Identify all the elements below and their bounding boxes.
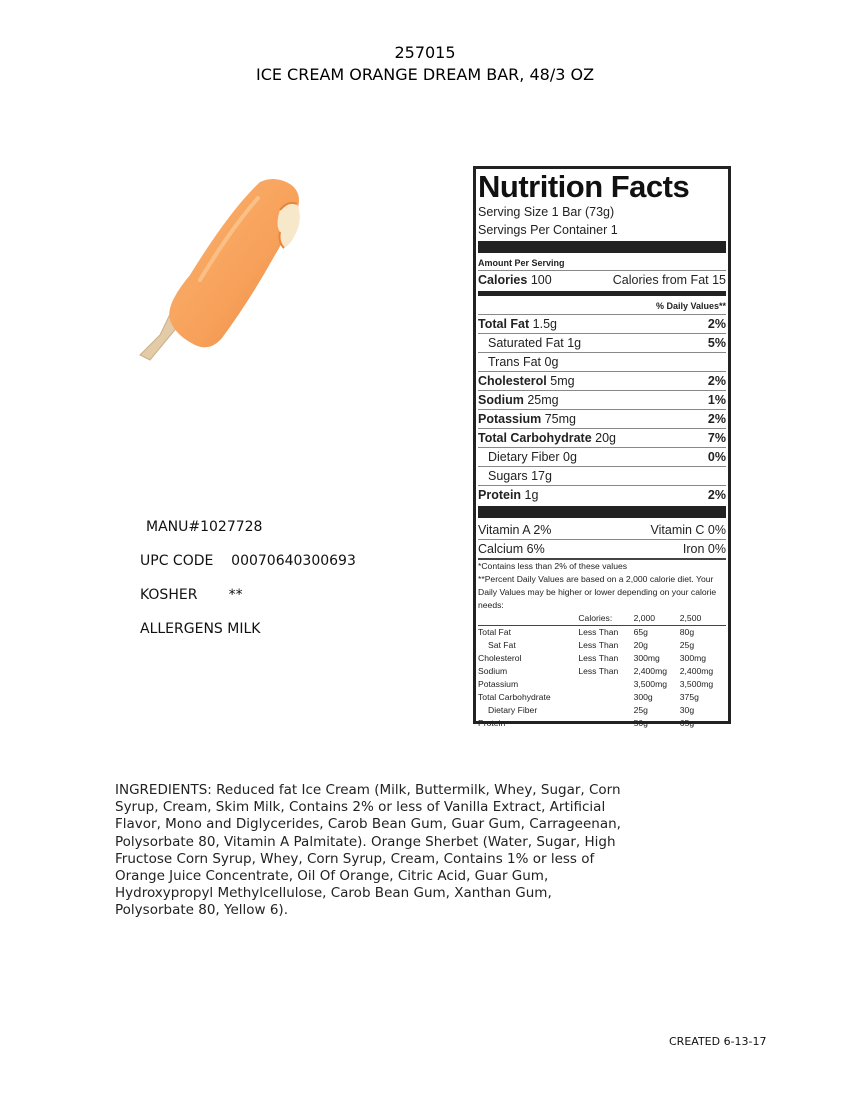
footnote-2: **Percent Daily Values are based on a 2,000 calorie diet. Your Daily Values may be higher or lower depending on your calorie needs: bbox=[478, 574, 717, 610]
nutrient-rows bbox=[478, 314, 726, 504]
ref-row: Sat Fat Less Than 20g 25g bbox=[488, 640, 695, 650]
nutrient-row bbox=[478, 352, 726, 371]
nutrient-daily-value: 2% bbox=[707, 317, 726, 331]
nutrient-daily-value: 1% bbox=[707, 393, 726, 407]
calories-from-fat: Calories from Fat 15 bbox=[612, 273, 726, 287]
nutrient-label: Cholesterol bbox=[478, 374, 547, 388]
ingredients-line: Orange Juice Concentrate, Oil Of Orange, Citric Acid, Guar Gum, bbox=[115, 868, 549, 885]
divider-medium bbox=[478, 291, 726, 296]
kosher-label: KOSHER bbox=[140, 587, 198, 603]
nutrient-amount: 25mg bbox=[527, 393, 559, 407]
nutrient-amount: 5mg bbox=[550, 374, 575, 388]
upc-label: UPC CODE bbox=[140, 553, 214, 569]
nutrient-label: Total Carbohydrate bbox=[478, 431, 592, 445]
nutrient-label: Trans Fat bbox=[488, 355, 542, 369]
nutrient-label: Potassium bbox=[478, 412, 542, 426]
allergens: ALLERGENS MILK bbox=[140, 621, 261, 637]
created-date: CREATED 6-13-17 bbox=[669, 1035, 767, 1048]
footnote-1: *Contains less than 2% of these values bbox=[478, 561, 628, 571]
nutrient-row bbox=[478, 371, 726, 390]
daily-values-header: % Daily Values** bbox=[655, 301, 726, 311]
nutrient-daily-value: 5% bbox=[707, 336, 726, 350]
nutrient-amount: 0g bbox=[544, 355, 559, 369]
nutrient-amount: 1.5g bbox=[532, 317, 557, 331]
nutrient-row bbox=[478, 428, 726, 447]
nutrient-row bbox=[478, 390, 726, 409]
nutrition-facts-panel bbox=[473, 166, 731, 728]
manufacturer-number: MANU#1027728 bbox=[146, 519, 263, 535]
nutrient-label: Dietary Fiber bbox=[488, 450, 560, 464]
nutrient-row bbox=[478, 447, 726, 466]
nutrient-amount: 0g bbox=[563, 450, 577, 464]
nutrient-label: Saturated Fat bbox=[488, 336, 564, 350]
kosher-value: ** bbox=[228, 587, 243, 603]
nutrient-row bbox=[478, 466, 726, 485]
nutrient-amount: 1g bbox=[567, 336, 582, 350]
nutrient-amount: 75mg bbox=[544, 412, 576, 426]
ref-row: Total Carbohydrate 300g 375g bbox=[478, 692, 699, 702]
ref-header-row: Calories: 2,000 2,500 bbox=[478, 612, 726, 626]
divider-thick bbox=[478, 506, 726, 518]
nutrient-amount: 1g bbox=[524, 488, 539, 502]
nutrient-label: Sodium bbox=[478, 393, 524, 407]
vitamin-row bbox=[478, 521, 726, 539]
ref-row: Dietary Fiber 25g 30g bbox=[488, 705, 695, 715]
ingredients-line: Polysorbate 80, Vitamin A Palmitate). Orange Sherbet (Water, Sugar, High bbox=[115, 833, 616, 850]
ref-row: Total Fat Less Than 65g 80g bbox=[478, 627, 695, 637]
vitamin-a: Vitamin A 2% bbox=[478, 523, 552, 537]
daily-value-reference-table bbox=[478, 612, 726, 730]
nutrient-daily-value: 2% bbox=[707, 412, 726, 426]
divider-thick bbox=[478, 241, 726, 253]
ref-row: Protein 50g 65g bbox=[478, 718, 695, 728]
servings-per-container: Servings Per Container 1 bbox=[478, 223, 618, 237]
ingredients-line: Hydroxypropyl Methylcellulose, Carob Bean Gum, Xanthan Gum, bbox=[115, 885, 552, 902]
nutrient-label: Protein bbox=[478, 488, 522, 502]
nutrient-daily-value: 2% bbox=[707, 488, 726, 502]
page-header bbox=[0, 42, 850, 86]
ref-row: Sodium Less Than 2,400mg 2,400mg bbox=[478, 666, 714, 676]
vitamin-c: Vitamin C 0% bbox=[650, 523, 726, 537]
orange-dream-bar-icon bbox=[130, 170, 320, 370]
nutrition-facts-title: Nutrition Facts bbox=[478, 169, 690, 204]
upc-value: 00070640300693 bbox=[231, 553, 356, 569]
ingredients-line: Fructose Corn Syrup, Whey, Corn Syrup, Cream, Contains 1% or less of bbox=[115, 850, 595, 867]
item-number: 257015 bbox=[394, 43, 456, 62]
ingredients-line: Syrup, Cream, Skim Milk, Contains 2% or less of Vanilla Extract, Artificial bbox=[115, 799, 606, 816]
nutrient-row bbox=[478, 333, 726, 352]
nutrient-label: Total Fat bbox=[478, 317, 530, 331]
nutrient-row bbox=[478, 314, 726, 333]
ingredients-line: Flavor, Mono and Diglycerides, Carob Bean Gum, Guar Gum, Carrageenan, bbox=[115, 816, 621, 833]
nutrient-daily-value: 0% bbox=[707, 450, 726, 464]
ref-row: Cholesterol Less Than 300mg 300mg bbox=[478, 653, 707, 663]
ingredients bbox=[115, 782, 675, 920]
calories-label: Calories bbox=[478, 273, 528, 287]
nutrient-label: Sugars bbox=[488, 469, 528, 483]
amount-per-serving: Amount Per Serving bbox=[478, 258, 565, 268]
nutrient-amount: 17g bbox=[531, 469, 552, 483]
serving-size: Serving Size 1 Bar (73g) bbox=[478, 205, 615, 219]
nutrient-amount: 20g bbox=[595, 431, 617, 445]
kosher-status bbox=[140, 587, 243, 603]
mineral-row bbox=[478, 539, 726, 558]
ingredients-line: INGREDIENTS: Reduced fat Ice Cream (Milk, Buttermilk, Whey, Sugar, Corn bbox=[115, 782, 621, 798]
ref-row: Potassium 3,500mg 3,500mg bbox=[478, 679, 714, 689]
upc-code bbox=[140, 553, 356, 569]
nutrient-row bbox=[478, 409, 726, 428]
nutrient-daily-value: 7% bbox=[707, 431, 726, 445]
ingredients-line: Polysorbate 80, Yellow 6). bbox=[115, 902, 288, 919]
nutrient-daily-value: 2% bbox=[707, 374, 726, 388]
product-name: ICE CREAM ORANGE DREAM BAR, 48/3 OZ bbox=[255, 65, 595, 84]
nutrient-row bbox=[478, 485, 726, 504]
calories-value: 100 bbox=[530, 273, 552, 287]
calories-row bbox=[478, 270, 726, 289]
calcium: Calcium 6% bbox=[478, 542, 545, 556]
iron: Iron 0% bbox=[682, 542, 726, 556]
